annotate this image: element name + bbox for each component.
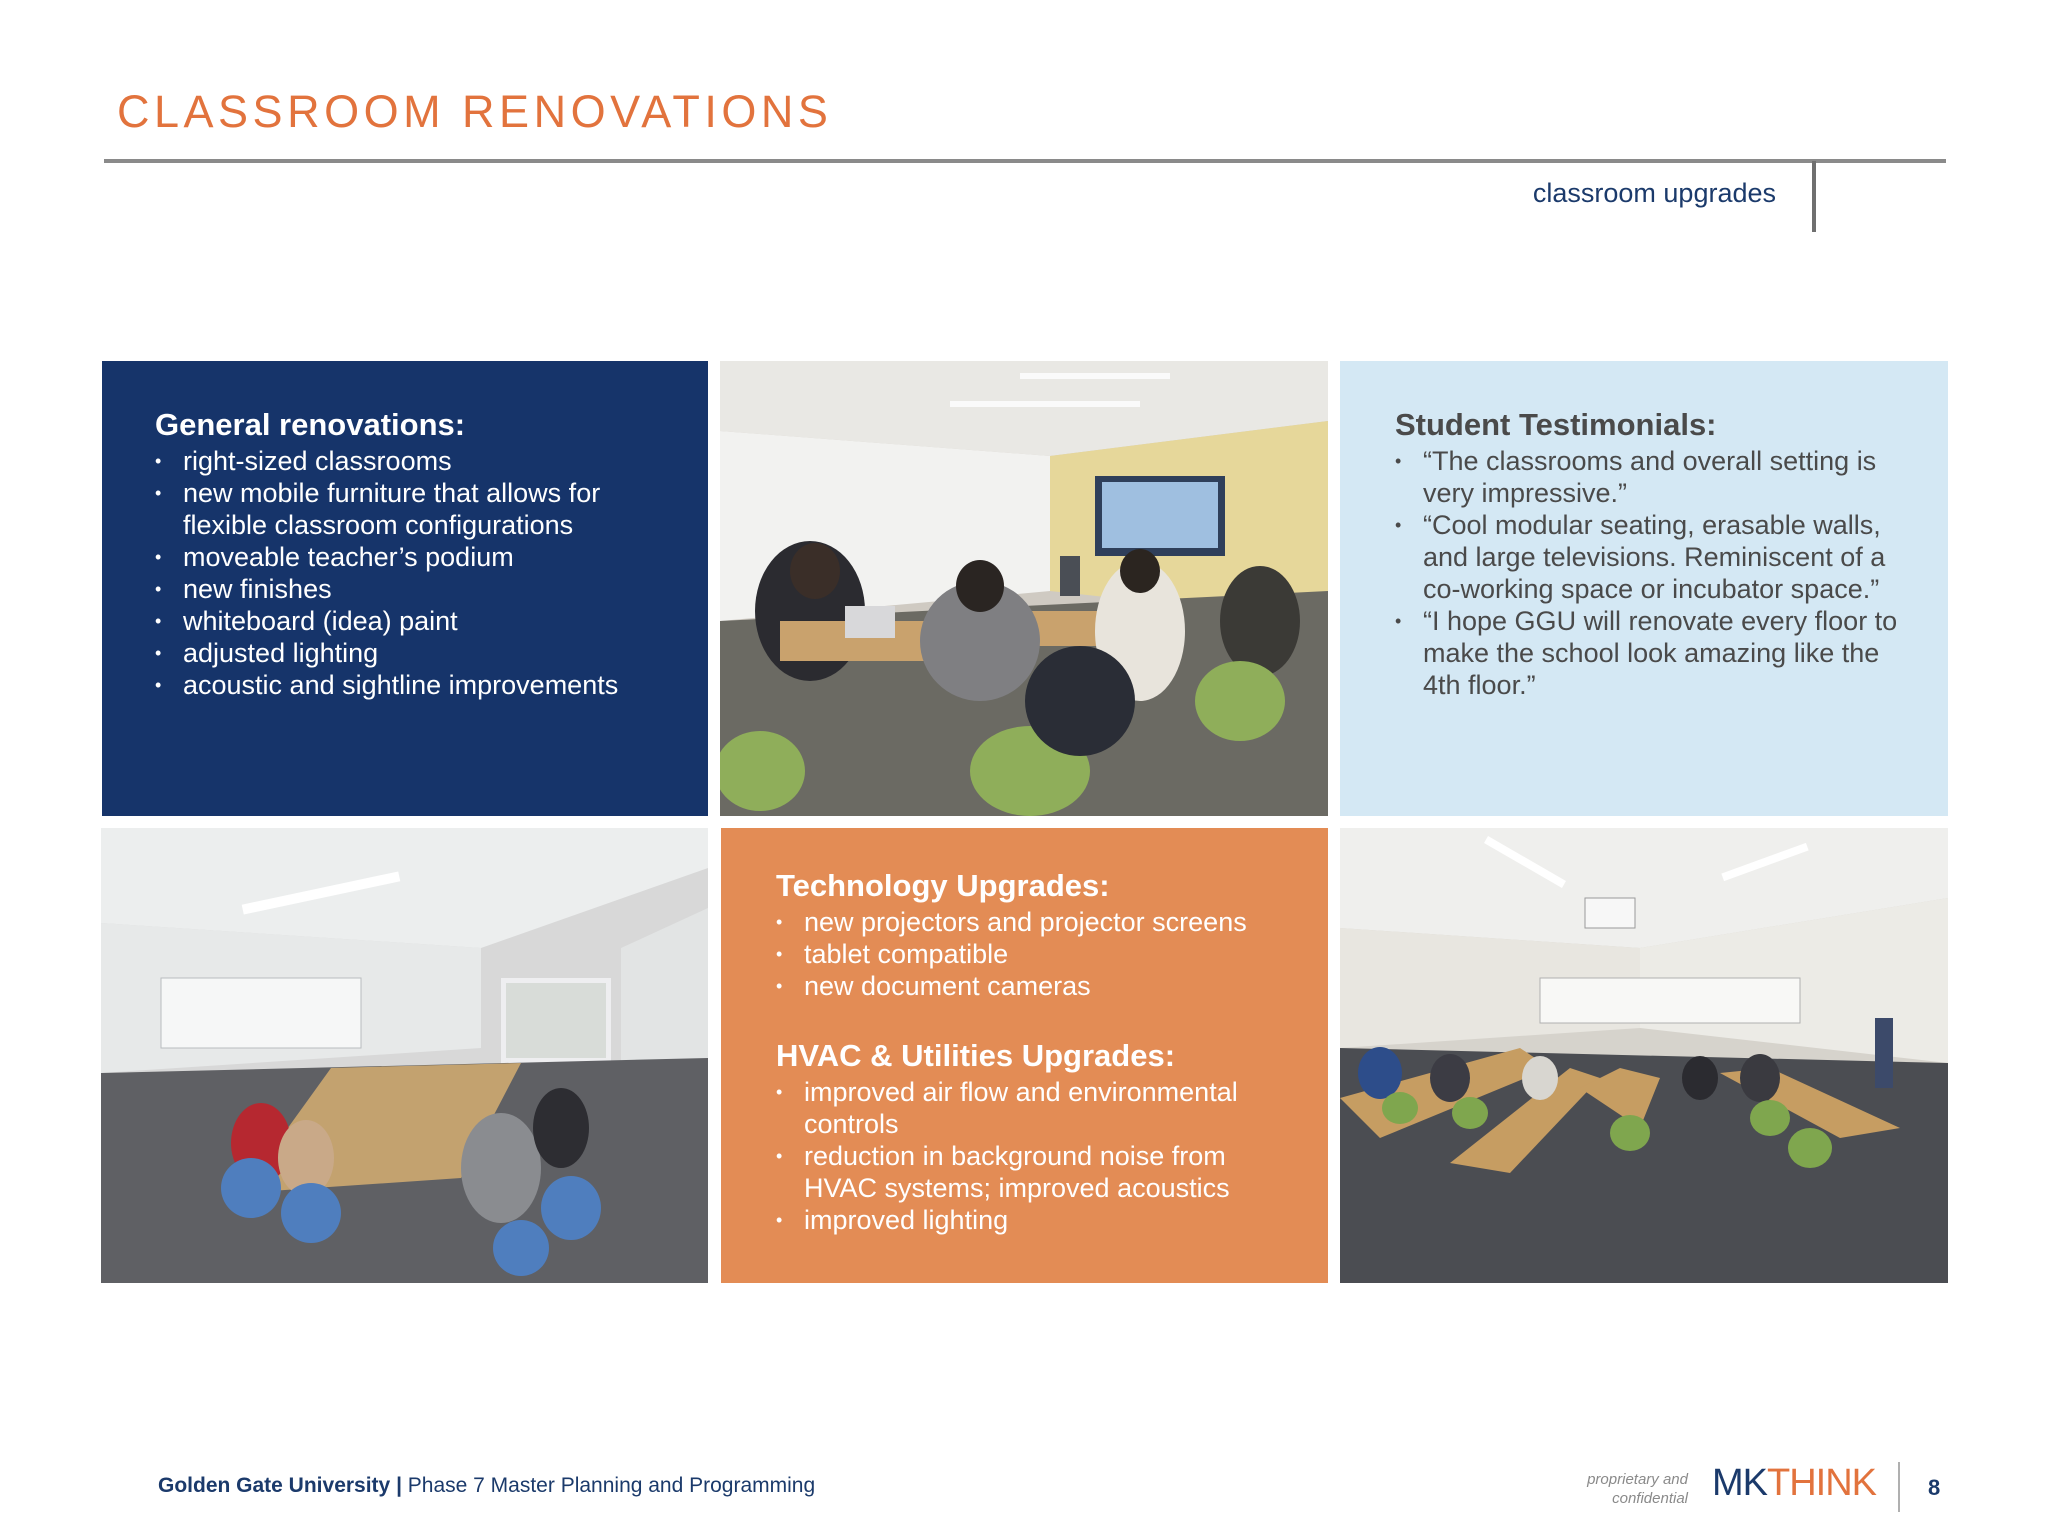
list-item: • “The classrooms and overall setting is very impressive.” bbox=[1395, 445, 1918, 509]
footer-divider bbox=[1898, 1462, 1900, 1512]
general-renovations-list bbox=[155, 445, 668, 701]
list-item: • “I hope GGU will renovate every floor to make the school look amazing like the 4th floor.” bbox=[1395, 605, 1918, 701]
footer-separator: | bbox=[390, 1474, 408, 1497]
list-item: • new document cameras bbox=[776, 970, 1298, 1002]
student-testimonials-list bbox=[1395, 445, 1918, 701]
technology-upgrades-heading: Technology Upgrades: bbox=[776, 868, 1110, 903]
hvac-upgrades-heading: HVAC & Utilities Upgrades: bbox=[776, 1038, 1176, 1073]
student-testimonials-heading: Student Testimonials: bbox=[1395, 407, 1717, 442]
page-title: CLASSROOM RENOVATIONS bbox=[117, 86, 833, 137]
section-subtitle: classroom upgrades bbox=[1532, 178, 1776, 208]
technology-upgrades-list bbox=[776, 906, 1298, 1002]
list-item: • improved lighting bbox=[776, 1204, 1298, 1236]
list-item: • new finishes bbox=[155, 573, 668, 605]
list-item: • new projectors and projector screens bbox=[776, 906, 1298, 938]
list-item: • right-sized classrooms bbox=[155, 445, 668, 477]
list-item: • “Cool modular seating, erasable walls, and large televisions. Reminiscent of a co-working space or incubator space.” bbox=[1395, 509, 1918, 605]
hvac-upgrades-list bbox=[776, 1076, 1298, 1236]
proprietary-line-2: confidential bbox=[1612, 1490, 1688, 1507]
general-renovations-panel bbox=[102, 361, 708, 816]
mkthink-logo bbox=[1712, 1462, 1876, 1505]
subtitle-divider bbox=[1812, 161, 1816, 232]
list-item: • reduction in background noise from HVAC systems; improved acoustics bbox=[776, 1140, 1298, 1204]
logo-mk: MK bbox=[1712, 1462, 1767, 1504]
title-divider bbox=[104, 159, 1946, 163]
classroom-photo-seminar bbox=[101, 828, 708, 1283]
proprietary-line-1: proprietary and bbox=[1587, 1471, 1688, 1488]
list-item: • new mobile furniture that allows for flexible classroom configurations bbox=[155, 477, 668, 541]
footer-project: Phase 7 Master Planning and Programming bbox=[407, 1474, 816, 1497]
list-item: • adjusted lighting bbox=[155, 637, 668, 669]
list-item: • improved air flow and environmental controls bbox=[776, 1076, 1298, 1140]
classroom-photo-tv bbox=[720, 361, 1328, 816]
logo-think: THINK bbox=[1767, 1462, 1876, 1504]
page-number: 8 bbox=[1928, 1475, 1941, 1500]
footer-project-line bbox=[158, 1474, 815, 1498]
list-item: • tablet compatible bbox=[776, 938, 1298, 970]
student-testimonials-panel bbox=[1340, 361, 1948, 816]
classroom-photo-lecture bbox=[1340, 828, 1948, 1283]
general-renovations-heading: General renovations: bbox=[155, 407, 466, 442]
proprietary-notice bbox=[1560, 1470, 1688, 1508]
footer-organization: Golden Gate University bbox=[158, 1474, 391, 1497]
list-item: • moveable teacher’s podium bbox=[155, 541, 668, 573]
list-item: • acoustic and sightline improvements bbox=[155, 669, 668, 701]
upgrades-panel bbox=[721, 828, 1328, 1283]
list-item: • whiteboard (idea) paint bbox=[155, 605, 668, 637]
